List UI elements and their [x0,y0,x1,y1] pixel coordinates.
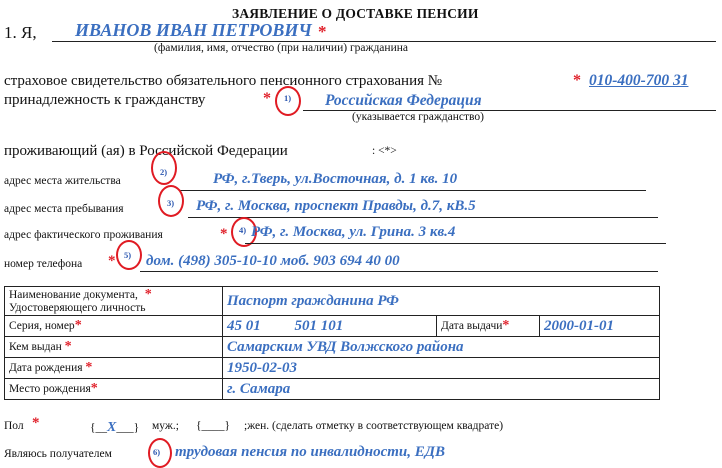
footnote-marker-4: 4) [239,225,247,235]
series-value-cell[interactable] [223,316,437,337]
required-star: * [263,90,271,107]
issue-date-value[interactable]: 2000-01-01 [544,317,614,334]
line1-label: 1. Я, [4,23,37,42]
actual-label: адрес фактического проживания [4,229,163,241]
issued-by-value[interactable]: Самарским УВД Волжского района [227,338,464,355]
gender-male-label: муж.; [152,420,179,432]
full-name-value[interactable]: ИВАНОВ ИВАН ПЕТРОВИЧ [75,20,312,40]
birth-date-value[interactable]: 1950-02-03 [227,359,297,376]
identity-document-table [4,286,660,400]
residing-label: проживающий (ая) в Российской Федерации [4,143,288,159]
required-star: * [108,253,116,269]
table-row [5,316,660,337]
footnote-marker-1: 1) [284,93,292,103]
table-row [5,379,660,400]
gender-female-box[interactable]: {____} [196,420,231,432]
required-star: * [32,415,40,431]
footnote-marker-6: 6) [153,447,161,457]
residing-note: : <*> [372,145,397,157]
birth-place-value[interactable]: г. Самара [227,380,291,397]
doc-name-label-line1: Наименование документа, [9,288,138,301]
footnote-marker-3: 3) [167,198,175,208]
issue-date-label-cell [437,316,540,337]
doc-name-value[interactable]: Паспорт гражданина РФ [227,292,399,309]
citizenship-label: принадлежность к гражданству [4,92,206,108]
gender-female-label: ;жен. (сделать отметку в соответствующем квадрате) [244,420,504,432]
recipient-label: Являюсь получателем [4,448,112,460]
required-star: * [74,318,82,333]
stay-underline [188,217,658,218]
issued-by-label-cell [5,337,223,358]
footnote-marker-2: 2) [160,167,168,177]
citizenship-caption: (указывается гражданство) [352,111,484,123]
series-value[interactable]: 45 01 [227,317,261,334]
required-star: * [90,381,98,396]
table-row [5,337,660,358]
table-row [5,287,660,316]
series-label: Серия, номер [9,320,75,332]
residence-underline [180,190,646,191]
insurance-label: страховое свидетельство обязательного пенсионного страхования № [4,73,443,89]
citizenship-value[interactable]: Российская Федерация [325,92,482,109]
stay-value[interactable]: РФ, г. Москва, проспект Правды, д.7, кВ.5 [196,198,476,214]
number-value[interactable]: 501 101 [294,317,344,334]
required-star: * [85,360,93,375]
recipient-value[interactable]: трудовая пенсия по инвалидности, ЕДВ [175,444,445,460]
form-title: ЗАЯВЛЕНИЕ О ДОСТАВКЕ ПЕНСИИ [232,6,479,21]
brace-left: {__ [90,422,108,434]
phone-underline [140,271,658,272]
birth-date-label: Дата рождения [9,362,83,374]
birth-place-label: Место рождения [9,383,91,395]
issue-date-label: Дата выдачи [441,320,503,332]
residence-label: адрес места жительства [4,175,121,187]
required-star: * [573,72,581,89]
issued-by-value-cell[interactable] [223,337,660,358]
doc-name-label-line2: Удостоверяющего личность [9,301,146,314]
birth-place-value-cell[interactable] [223,379,660,400]
required-star: * [144,286,152,302]
actual-underline [245,243,666,244]
issue-date-value-cell[interactable] [540,316,660,337]
full-name-caption: (фамилия, имя, отчество (при наличии) гражданина [154,42,408,54]
gender-male-mark[interactable]: X [107,420,117,435]
insurance-number-value[interactable]: 010-400-700 31 [589,72,689,89]
doc-name-value-cell[interactable] [223,287,660,316]
residence-value[interactable]: РФ, г.Тверь, ул.Восточная, д. 1 кв. 10 [213,171,458,187]
doc-name-label-cell [5,287,223,316]
gender-male-box[interactable] [90,420,139,436]
footnote-marker-5: 5) [124,250,132,260]
phone-label: номер телефона [4,258,83,270]
actual-value[interactable]: РФ, г. Москва, ул. Грина. 3 кв.4 [251,224,456,240]
brace-right: ___} [116,422,140,434]
stay-label: адрес места пребывания [4,203,124,215]
table-row [5,358,660,379]
required-star: * [318,22,327,41]
issued-by-label: Кем выдан [9,341,62,353]
gender-label: Пол [4,420,24,432]
required-star: * [64,339,72,354]
required-star: * [220,226,228,242]
phone-value[interactable]: дом. (498) 305-10-10 моб. 903 694 40 00 [146,253,400,269]
birth-place-label-cell [5,379,223,400]
series-label-cell [5,316,223,337]
birth-date-label-cell [5,358,223,379]
required-star: * [502,318,510,333]
birth-date-value-cell[interactable] [223,358,660,379]
